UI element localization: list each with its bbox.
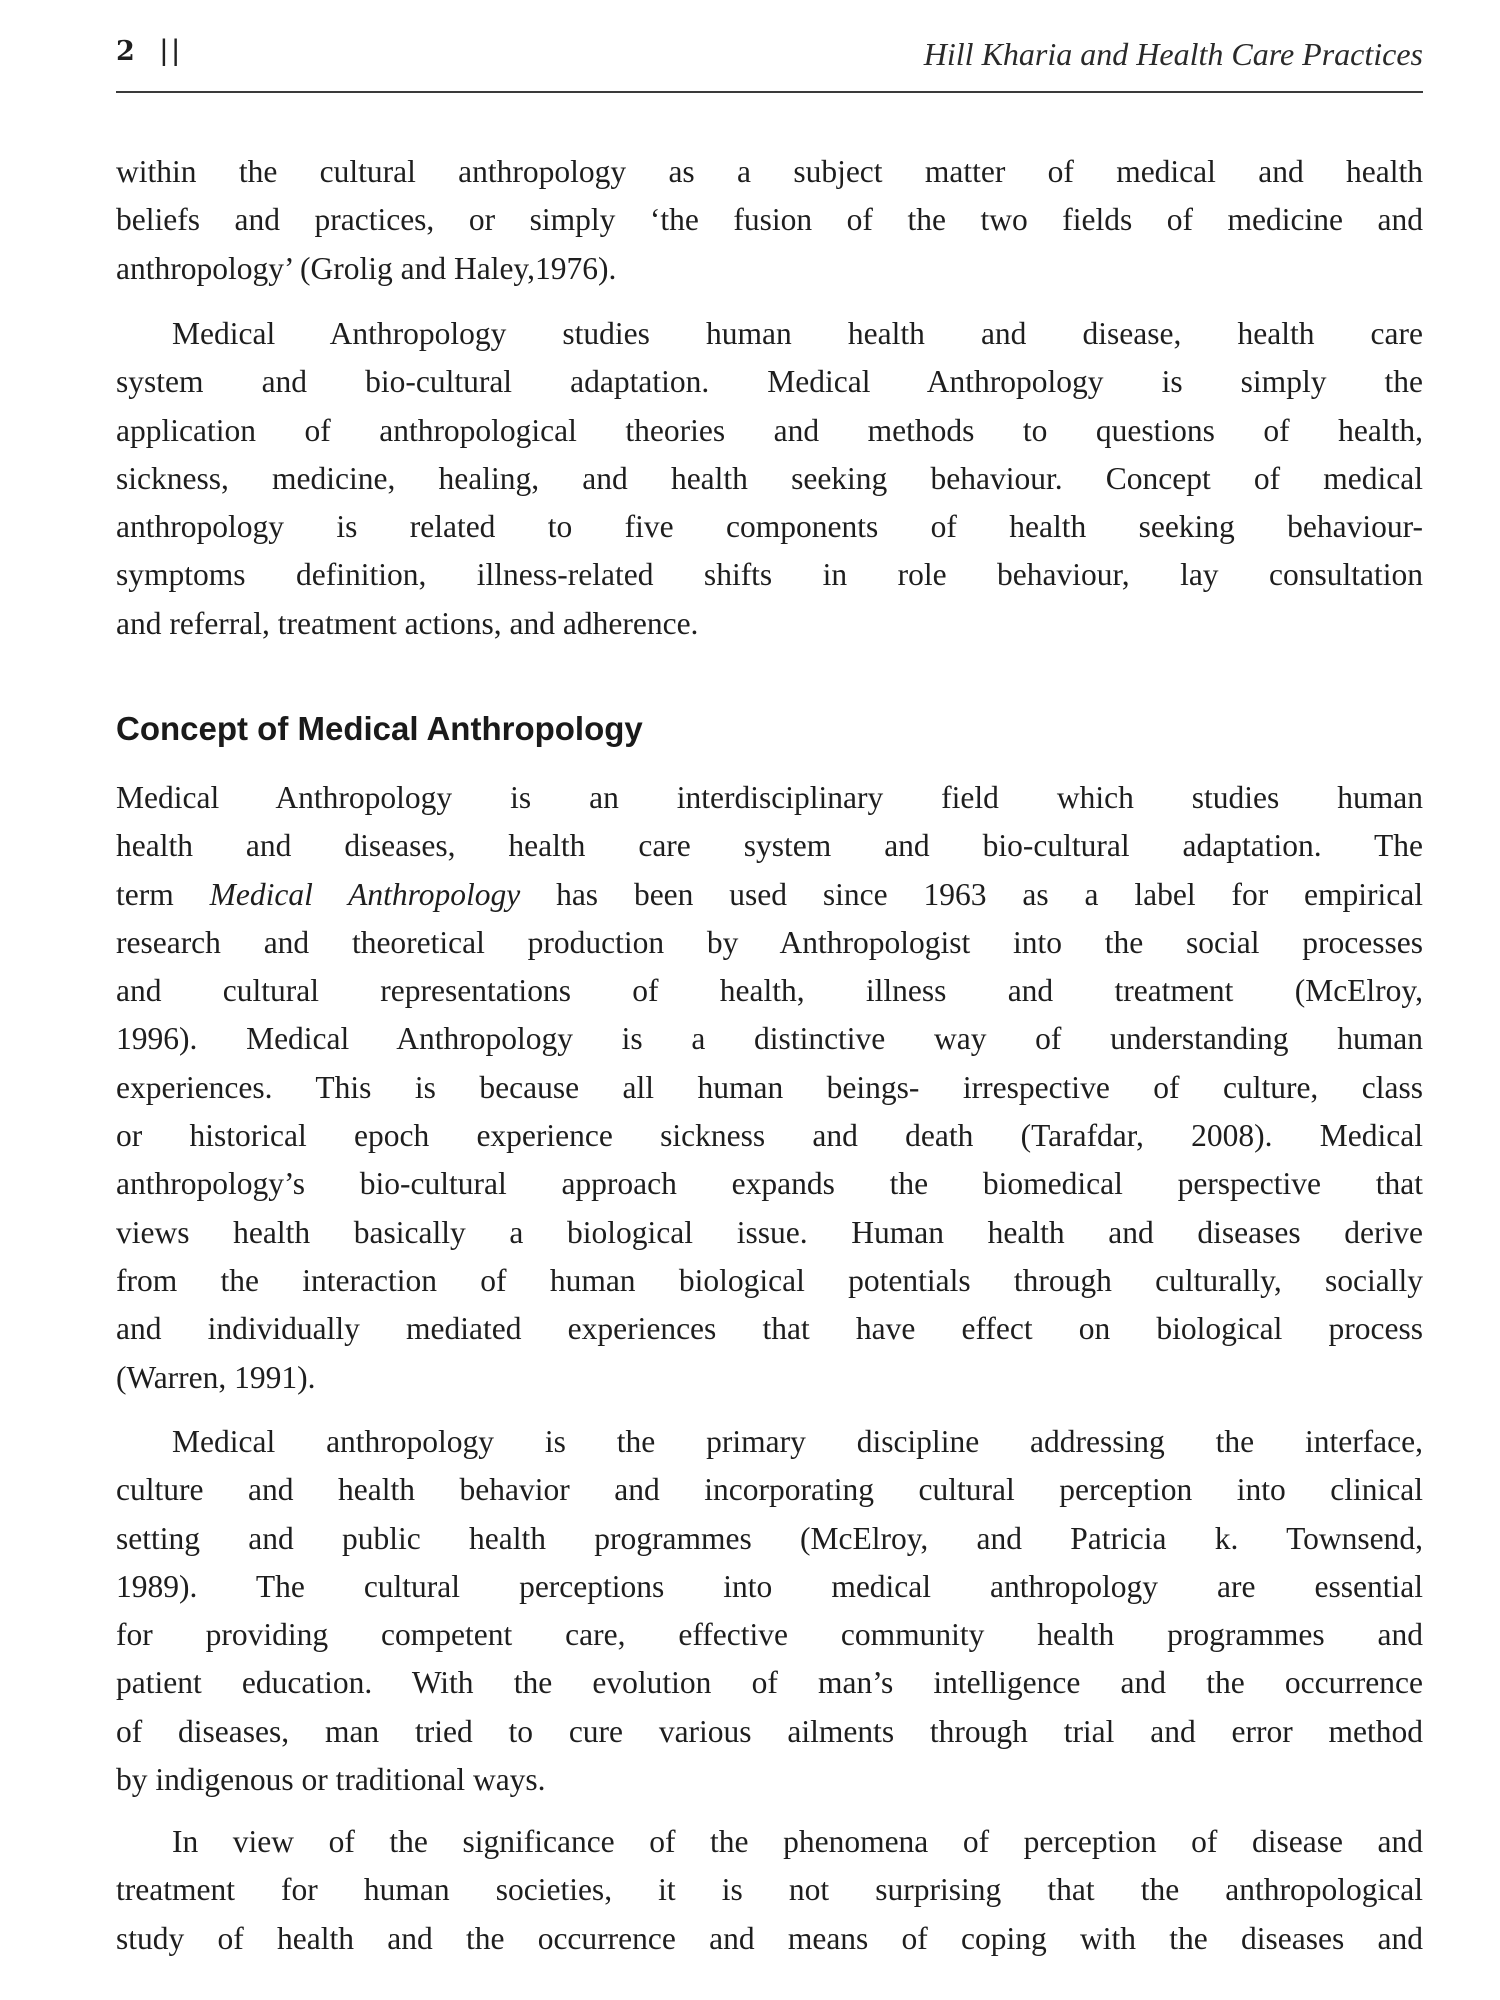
header-rule — [116, 91, 1423, 93]
text-line: study of health and the occurrence and means of coping with the diseases and — [116, 1920, 1423, 1956]
text-line: sickness, medicine, healing, and health seeking behaviour. Concept of medical — [116, 460, 1423, 496]
text-line: from the interaction of human biological potentials through culturally, socially — [116, 1262, 1423, 1298]
section-paragraph-3 — [116, 1818, 1423, 1963]
paragraph-1 — [116, 148, 1423, 293]
text-line: In view of the significance of the phenomena of perception of disease and — [172, 1824, 1423, 1859]
text-line: research and theoretical production by Anthropologist into the social processes — [116, 924, 1423, 960]
section-heading: Concept of Medical Anthropology — [116, 710, 643, 747]
text-line-with-italic — [116, 871, 1423, 919]
text-line: Medical Anthropology is an interdisciplinary field which studies human — [116, 780, 1423, 815]
text-line: and individually mediated experiences that have effect on biological process — [116, 1311, 1423, 1347]
text-line: experiences. This is because all human beings- irrespective of culture, class — [116, 1069, 1423, 1105]
page-number: 2 — [116, 36, 135, 67]
text-line: by indigenous or traditional ways. — [116, 1762, 546, 1798]
text-line: system and bio-cultural adaptation. Medical Anthropology is simply the — [116, 364, 1423, 400]
text-line: patient education. With the evolution of man’s intelligence and the occurrence — [116, 1665, 1423, 1701]
text-fragment: term — [116, 876, 210, 912]
text-line: anthropology’ (Grolig and Haley,1976). — [116, 250, 617, 286]
text-line: (Warren, 1991). — [116, 1359, 316, 1395]
paragraph-2 — [116, 310, 1423, 648]
text-line: views health basically a biological issue. Human health and diseases derive — [116, 1214, 1423, 1250]
text-line: Medical anthropology is the primary discipline addressing the interface, — [172, 1424, 1423, 1459]
text-line: symptoms definition, illness-related shifts in role behaviour, lay consultation — [116, 557, 1423, 593]
section-paragraph-1 — [116, 774, 1423, 1402]
text-line: or historical epoch experience sickness and death (Tarafdar, 2008). Medical — [116, 1118, 1423, 1154]
page-number-separator: || — [160, 34, 184, 67]
text-line: anthropology’s bio-cultural approach expands the biomedical perspective that — [116, 1166, 1423, 1202]
text-line: culture and health behavior and incorporating cultural perception into clinical — [116, 1472, 1423, 1508]
text-line: beliefs and practices, or simply ‘the fusion of the two fields of medicine and — [116, 202, 1423, 238]
text-fragment: has been used since 1963 as a label for empirical — [520, 876, 1424, 912]
running-book-title: Hill Kharia and Health Care Practices — [923, 36, 1423, 72]
text-line: application of anthropological theories and methods to questions of health, — [116, 412, 1423, 448]
text-line: and cultural representations of health, illness and treatment (McElroy, — [116, 973, 1423, 1009]
text-line: within the cultural anthropology as a subject matter of medical and health — [116, 154, 1423, 189]
italic-term: Medical Anthropology — [209, 876, 521, 912]
text-line: and referral, treatment actions, and adherence. — [116, 605, 699, 641]
text-line: of diseases, man tried to cure various ailments through trial and error method — [116, 1713, 1423, 1749]
text-line: Medical Anthropology studies human health and disease, health care — [172, 316, 1423, 351]
text-line: setting and public health programmes (McElroy, and Patricia k. Townsend, — [116, 1520, 1423, 1556]
text-line: 1989). The cultural perceptions into medical anthropology are essential — [116, 1568, 1423, 1604]
text-line: anthropology is related to five components of health seeking behaviour- — [116, 509, 1423, 545]
text-line: for providing competent care, effective community health programmes and — [116, 1617, 1423, 1653]
section-paragraph-2 — [116, 1418, 1423, 1804]
text-line: 1996). Medical Anthropology is a distinctive way of understanding human — [116, 1021, 1423, 1057]
running-header — [116, 36, 1423, 76]
text-line: health and diseases, health care system and bio-cultural adaptation. The — [116, 828, 1423, 864]
text-line: treatment for human societies, it is not surprising that the anthropological — [116, 1872, 1423, 1908]
